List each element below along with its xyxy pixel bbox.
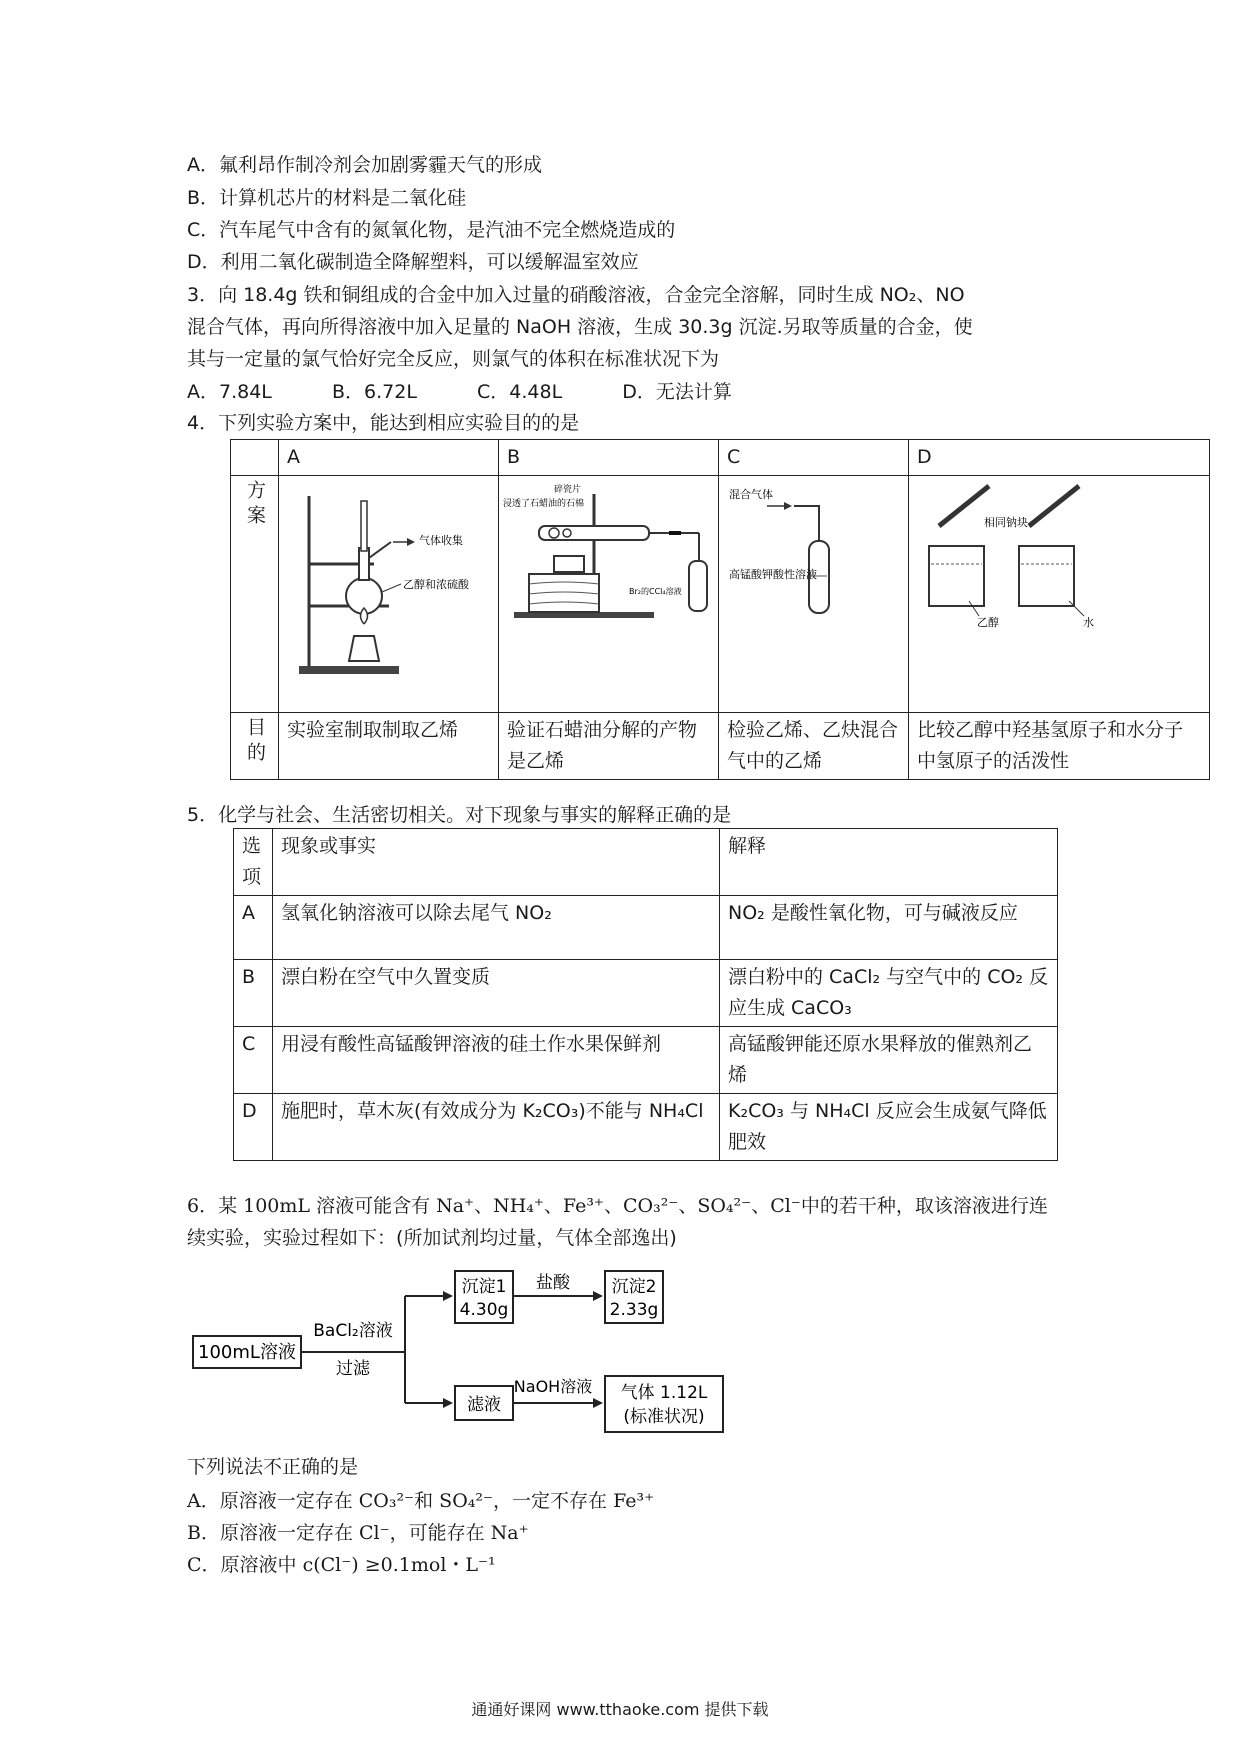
- q6-flowchart: [185, 1268, 745, 1443]
- q4-purpose-row: [231, 713, 1210, 780]
- q3-option-b: B．6.72L: [331, 381, 417, 403]
- q5-header-explain: 解释: [720, 829, 1058, 896]
- b-soaked-label: 浸透了石蜡油的石棉: [503, 499, 585, 509]
- flow-gas-line1: 气体 1.12L: [620, 1383, 708, 1403]
- q6-stem-line1: 6．某 100mL 溶液可能含有 Na⁺、NH₄⁺、Fe³⁺、CO₃²⁻、SO₄²⁻、Cl⁻中的若干种，取该溶液进行连: [187, 1195, 1048, 1217]
- q4-purpose-c: 检验乙烯、乙炔混合气中的乙烯: [719, 713, 909, 780]
- q4-col-d-header: D: [909, 440, 1210, 476]
- q4-header-row: [231, 440, 1210, 476]
- paraffin-cracking-apparatus: [499, 476, 714, 702]
- q6-stem-line2: 续实验，实验过程如下：(所加试剂均过量，气体全部逸出): [187, 1227, 677, 1249]
- q5-row-c-fact: 用浸有酸性高锰酸钾溶液的硅土作水果保鲜剂: [273, 1027, 720, 1094]
- q6-option-b: B．原溶液一定存在 Cl⁻，可能存在 Na⁺: [187, 1522, 529, 1544]
- flow-ppt2-name: 沉淀2: [611, 1277, 657, 1297]
- a-gas-label: 气体收集: [419, 534, 463, 547]
- q3-stem-line2: 混合气体，再向所得溶液中加入足量的 NaOH 溶液，生成 30.3g 沉淀.另取等质量的合金，使: [187, 316, 973, 338]
- b-bottom-label: Br₂的CCl₄溶液: [629, 587, 682, 596]
- q3-stem-line1: 3．向 18.4g 铁和铜组成的合金中加入过量的硝酸溶液，合金完全溶解，同时生成 NO₂、NO: [187, 284, 965, 306]
- b-top-label: 碎瓷片: [554, 485, 582, 495]
- q4-purpose-label: 目的: [231, 713, 279, 780]
- q5-row-d-option: D: [234, 1094, 273, 1161]
- flow-ppt1-mass: 4.30g: [459, 1300, 509, 1320]
- flow-start: 100mL溶液: [198, 1342, 296, 1363]
- q5-stem: 5．化学与社会、生活密切相关。对下现象与事实的解释正确的是: [187, 804, 732, 826]
- q5-row-d-fact: 施肥时，草木灰(有效成分为 K₂CO₃)不能与 NH₄Cl: [273, 1094, 720, 1161]
- flow-filtrate: 滤液: [467, 1395, 501, 1415]
- q4-diagram-d: [909, 476, 1210, 713]
- gas-test-apparatus: [719, 476, 904, 702]
- flow-reagent3: NaOH溶液: [513, 1377, 593, 1396]
- d-ethanol-label: 乙醇: [977, 616, 999, 629]
- page-footer: 通通好课网 www.tthaoke.com 提供下载: [471, 1700, 769, 1719]
- d-water-label: 水: [1083, 616, 1094, 629]
- q6-question: 下列说法不正确的是: [187, 1456, 359, 1478]
- q4-purpose-d: 比较乙醇中羟基氢原子和水分子中氢原子的活泼性: [909, 713, 1210, 780]
- q5-row-b-fact: 漂白粉在空气中久置变质: [273, 960, 720, 1027]
- q3-option-d: D．无法计算: [622, 381, 732, 403]
- q4-diagram-c: [719, 476, 909, 713]
- q4-col-c-header: C: [719, 440, 909, 476]
- q5-row-b: [234, 960, 1058, 1027]
- q5-table: [233, 828, 1058, 1161]
- q5-row-c-option: C: [234, 1027, 273, 1094]
- q3-option-c: C．4.48L: [477, 381, 563, 403]
- q5-row-d: [234, 1094, 1058, 1161]
- q4-purpose-a: 实验室制取制取乙烯: [279, 713, 499, 780]
- q4-stem: 4．下列实验方案中，能达到相应实验目的的是: [187, 412, 580, 434]
- q4-col-a-header: A: [279, 440, 499, 476]
- d-same-label: 相同钠块: [984, 516, 1028, 529]
- q2-option-d: D．利用二氧化碳制造全降解塑料，可以缓解温室效应: [187, 251, 639, 273]
- q6-option-a: A．原溶液一定存在 CO₃²⁻和 SO₄²⁻，一定不存在 Fe³⁺: [187, 1490, 655, 1512]
- q5-row-a-fact: 氢氧化钠溶液可以除去尾气 NO₂: [273, 896, 720, 960]
- q3-option-a: A．7.84L: [187, 381, 272, 403]
- c-reagent-label: 高锰酸钾酸性溶液: [729, 568, 817, 581]
- q5-row-c-explain: 高锰酸钾能还原水果释放的催熟剂乙烯: [720, 1027, 1058, 1094]
- q2-option-a: A．氟利昂作制冷剂会加剧雾霾天气的形成: [187, 154, 542, 176]
- q4-diagram-b: [499, 476, 719, 713]
- q5-header-row: [234, 829, 1058, 896]
- flow-ppt2-mass: 2.33g: [609, 1300, 659, 1320]
- flow-reagent2: 盐酸: [536, 1273, 570, 1293]
- q3-options: [187, 380, 732, 404]
- q5-row-b-option: B: [234, 960, 273, 1027]
- q5-header-fact: 现象或事实: [273, 829, 720, 896]
- flow-reagent1: BaCl₂溶液: [313, 1321, 393, 1341]
- q2-option-b: B．计算机芯片的材料是二氧化硅: [187, 187, 467, 209]
- a-reagent-label: 乙醇和浓硫酸: [403, 578, 469, 591]
- q5-row-a-explain: NO₂ 是酸性氧化物，可与碱液反应: [720, 896, 1058, 960]
- q4-scheme-row: [231, 476, 1210, 713]
- q2-option-c: C．汽车尾气中含有的氮氧化物，是汽油不完全燃烧造成的: [187, 219, 676, 241]
- q5-row-d-explain: K₂CO₃ 与 NH₄Cl 反应会生成氨气降低肥效: [720, 1094, 1058, 1161]
- flow-ppt1-name: 沉淀1: [461, 1277, 507, 1297]
- q5-row-b-explain: 漂白粉中的 CaCl₂ 与空气中的 CO₂ 反应生成 CaCO₃: [720, 960, 1058, 1027]
- flow-gas-line2: (标准状况): [623, 1407, 705, 1427]
- q5-row-a-option: A: [234, 896, 273, 960]
- q5-row-c: [234, 1027, 1058, 1094]
- ethylene-prep-apparatus: [279, 476, 494, 702]
- q4-table: [230, 439, 1210, 780]
- sodium-comparison-apparatus: [909, 476, 1209, 702]
- q6-option-c: C．原溶液中 c(Cl⁻) ≥0.1mol・L⁻¹: [187, 1554, 496, 1576]
- q4-purpose-b: 验证石蜡油分解的产物是乙烯: [499, 713, 719, 780]
- c-gas-label: 混合气体: [729, 488, 773, 501]
- q3-stem-line3: 其与一定量的氯气恰好完全反应，则氯气的体积在标准状况下为: [187, 348, 720, 370]
- q5-row-a: [234, 896, 1058, 960]
- q4-corner-cell: [231, 440, 279, 476]
- flow-op1: 过滤: [336, 1359, 370, 1379]
- q4-scheme-label: 方案: [231, 476, 279, 713]
- q4-col-b-header: B: [499, 440, 719, 476]
- q4-diagram-a: [279, 476, 499, 713]
- q5-header-option: 选项: [234, 829, 273, 896]
